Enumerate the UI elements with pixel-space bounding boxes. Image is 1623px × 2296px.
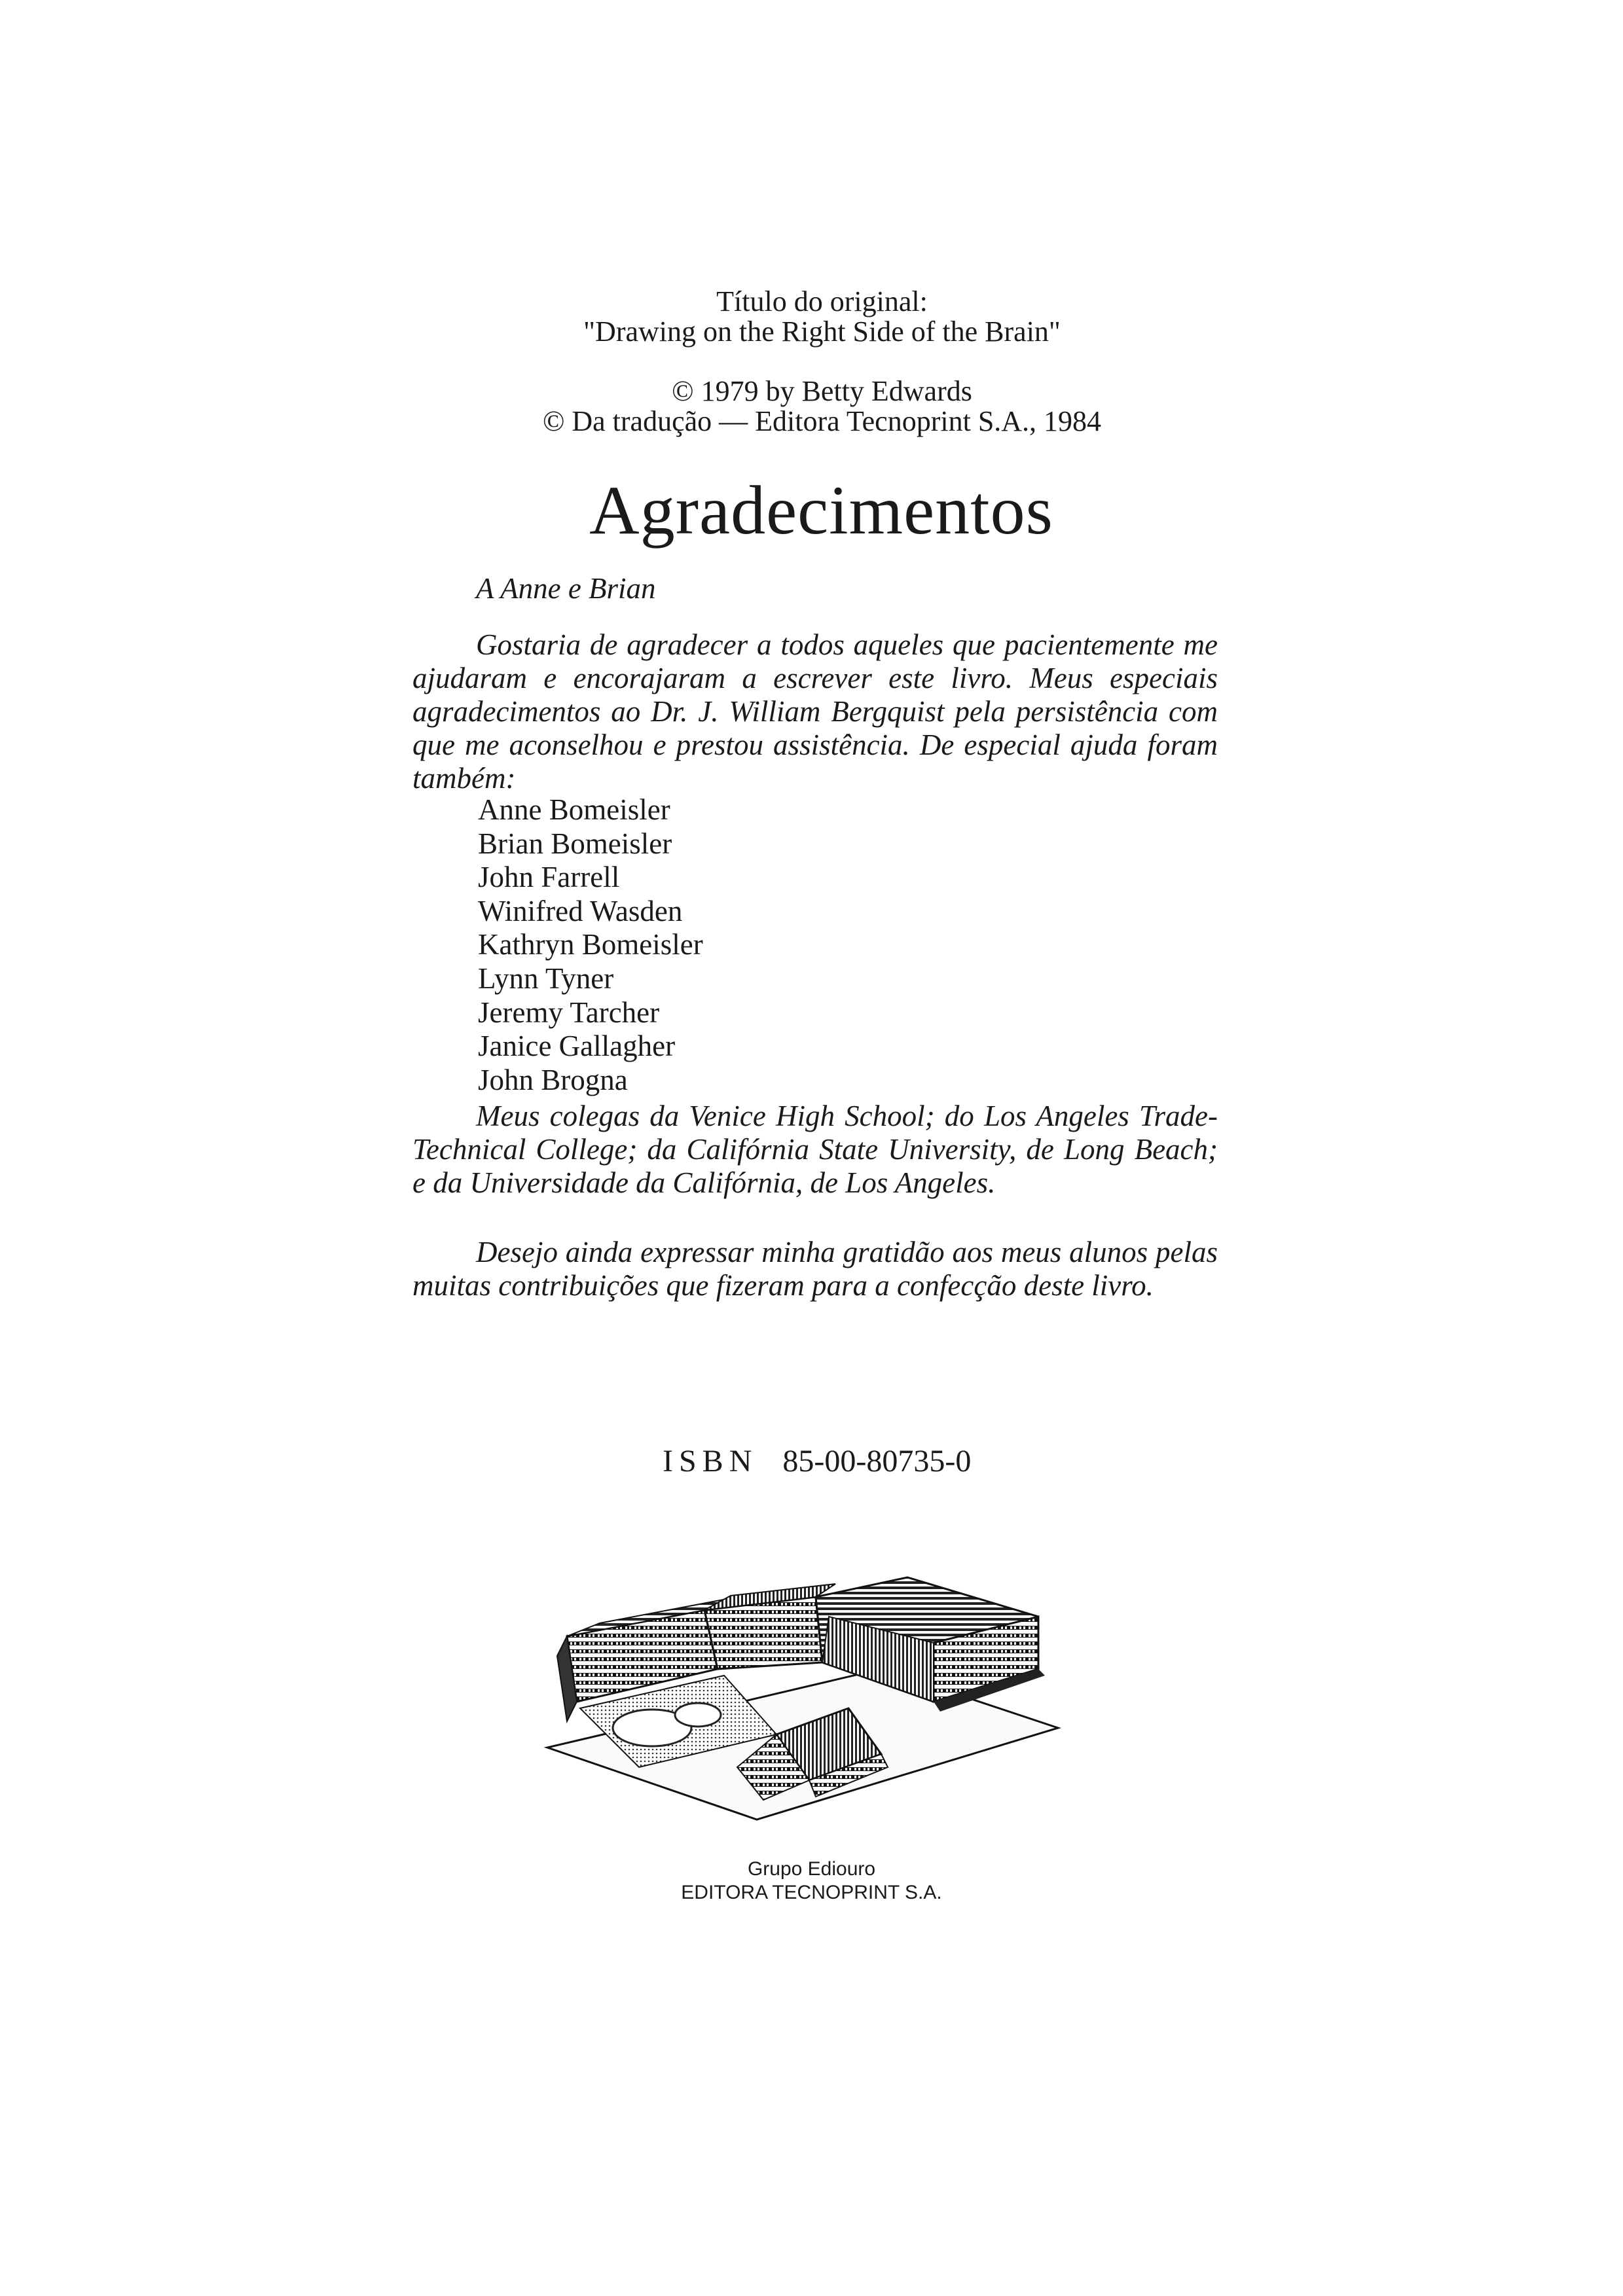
copyright-translation: © Da tradução — Editora Tecnoprint S.A., 1984 [542,405,1102,437]
list-item: Janice Gallagher [478,1030,676,1063]
isbn [663,1443,971,1480]
names-list [478,793,703,1097]
students-paragraph: Desejo ainda expressar minha gratidão aos meus alunos pelas muitas contribuições que fizeram para a confecção deste livro. [412,1236,1218,1302]
isbn-number: 85-00-80735-0 [782,1444,972,1479]
page-title-block [0,471,1623,550]
list-item: Jeremy Tarcher [478,996,660,1029]
list-item: John Farrell [478,861,620,894]
colleagues-paragraph: Meus colegas da Venice High School; do Los Angeles Trade-Technical College; da Califórnia State University, de Long Beach; e da Universidade da Califórnia, de Los Angeles. [412,1100,1218,1199]
colleagues-section [412,1100,1218,1200]
copyright-original: © 1979 by Betty Edwards [672,375,972,407]
list-item: Kathryn Bomeisler [478,928,703,961]
publisher-block [0,1857,1623,1905]
intro-section [412,628,1218,795]
list-item: Brian Bomeisler [478,827,672,860]
publisher-building-icon [541,1571,1065,1833]
page-title: Agradecimentos [589,472,1053,548]
original-title-label: Título do original: [716,285,928,317]
dedication: A Anne e Brian [476,572,656,605]
list-item: John Brogna [478,1063,628,1096]
list-item: Winifred Wasden [478,894,683,927]
original-title-block [0,287,1623,347]
original-title: "Drawing on the Right Side of the Brain" [583,315,1061,348]
publisher-name: EDITORA TECNOPRINT S.A. [681,1882,942,1903]
list-item: Anne Bomeisler [478,793,670,826]
publisher-group: Grupo Ediouro [747,1858,876,1880]
intro-paragraph: Gostaria de agradecer a todos aqueles que pacientemente me ajudaram e encorajaram a escrever este livro. Meus especiais agradecimentos ao Dr. J. William Bergquist pela persistência com que me aconselhou e prestou assistência. De especial ajuda foram também: [412,628,1218,795]
copyright-block [0,376,1623,437]
list-item: Lynn Tyner [478,961,614,995]
isbn-label: ISBN [663,1444,758,1479]
students-section [412,1236,1218,1302]
